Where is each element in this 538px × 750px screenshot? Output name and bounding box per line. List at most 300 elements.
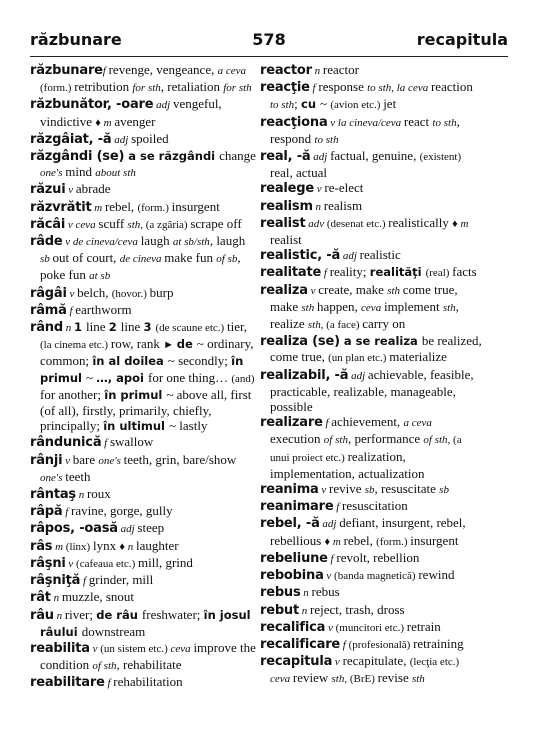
phrase: 1 [73, 320, 86, 335]
headword: realistic, -ă [260, 248, 341, 264]
usage-note: of sth [323, 434, 348, 447]
grammar-label: f [340, 638, 349, 651]
headword: rât [30, 590, 51, 606]
context-label: (form.) [376, 535, 411, 548]
dictionary-entry [260, 282, 482, 334]
usage-note: of sth [92, 660, 117, 673]
translation-text: retraining [413, 635, 464, 651]
context-label: (existent) [419, 151, 462, 164]
context-label: , (a unui proiect etc.) [270, 434, 462, 464]
headword: realizabil, -ă [260, 367, 349, 383]
phrase: …, apoi [96, 370, 148, 385]
grammar-label: n [299, 604, 311, 617]
headword: real, -ă [260, 149, 311, 165]
phrase: în josul râului [40, 607, 251, 639]
dictionary-entry [30, 96, 256, 130]
grammar-label: v [66, 287, 78, 300]
translation-text: revenge, vengeance, [108, 62, 218, 77]
dictionary-entry [30, 285, 256, 302]
translation-text: achievement, [331, 414, 404, 430]
grammar-label: v [314, 183, 325, 196]
headword: răzbunare [30, 63, 103, 78]
headword: rebut [260, 602, 300, 618]
translation-text: insurgent [410, 532, 459, 548]
dictionary-entry [30, 434, 256, 451]
translation-text: resuscitation [342, 498, 408, 514]
marker-symbol: ♦ [119, 540, 128, 553]
dictionary-entry [30, 319, 256, 434]
grammar-label: f [66, 304, 76, 317]
context-label: (form.) [40, 82, 75, 95]
translation-text: response [318, 79, 368, 95]
headword: recapitula [260, 654, 333, 670]
usage-note: one's [40, 167, 66, 180]
translation-text: review [292, 670, 332, 686]
translation-text: come true, make [270, 281, 458, 314]
dictionary-entry [30, 62, 256, 96]
translation-text: abrade [75, 181, 111, 197]
translation-text: revive [329, 481, 365, 497]
dictionary-entry [30, 555, 256, 572]
translation-text: improve the condition [40, 639, 256, 673]
translation-text: scuff [98, 215, 128, 231]
translation-text: reactor [322, 62, 359, 77]
grammar-label: v [307, 284, 319, 297]
translation-text: roux [86, 486, 111, 502]
translation-text: jet [383, 96, 397, 112]
grammar-label: v [323, 570, 335, 583]
dictionary-entry [260, 79, 482, 113]
translation-text: muzzle, snout [61, 589, 135, 605]
dictionary-entry [260, 414, 482, 481]
phrase: 2 [108, 320, 121, 335]
translation-text: implement [383, 298, 443, 314]
translation-text: spoiled [131, 130, 169, 146]
usage-note: at sb/sth [172, 236, 210, 249]
grammar-label: n [62, 322, 74, 335]
grammar-label: adj [111, 133, 132, 146]
grammar-label: v [62, 454, 73, 467]
translation-text: out of court, [52, 250, 120, 266]
headword: reabilitare [30, 675, 105, 691]
translation-text: react [403, 113, 433, 129]
usage-note: to sth, la ceva [367, 82, 431, 95]
marker-symbol: ► [163, 339, 177, 352]
translation-text: ~ secondly; [167, 353, 232, 369]
dictionary-entry [30, 640, 256, 674]
translation-text: steep [137, 520, 165, 536]
translation-text: realist [270, 232, 302, 248]
translation-text: revise [377, 670, 412, 686]
translation-text: insurgent [171, 198, 220, 214]
translation-text: rebus [311, 584, 340, 600]
translation-text: vengeful, vindictive [40, 96, 222, 129]
grammar-label: adj [153, 99, 173, 112]
usage-note: of sb [216, 253, 238, 266]
usage-note: sth [301, 301, 317, 314]
grammar-label: f [309, 82, 319, 95]
headword: realiza [260, 282, 308, 298]
usage-note: ceva [170, 642, 194, 655]
dictionary-entry [260, 584, 482, 601]
translation-text: recapitulate, [342, 653, 410, 669]
dictionary-entry [30, 589, 256, 606]
translation-text: river; [64, 606, 97, 622]
grammar-label: m [460, 217, 469, 230]
translation-text: execution [270, 431, 324, 447]
translation-text: ~ ordinary, common; [40, 336, 254, 369]
context-label: (la cinema etc.) [40, 339, 111, 352]
headword: rebus [260, 585, 301, 601]
context-label: (muncitori etc.) [335, 621, 407, 634]
usage-note: of sth [423, 434, 448, 447]
usage-note: sth [307, 319, 321, 332]
usage-note: ceva [361, 301, 384, 314]
context-label: (un plan etc.) [328, 352, 390, 365]
translation-text: , rehabilitate [116, 657, 182, 673]
translation-text: ravine, gorge, gully [71, 503, 173, 519]
translation-text: create, make [318, 281, 388, 297]
translation-text: swallow [109, 434, 154, 450]
context-label: (hovor.) [111, 287, 150, 300]
grammar-label: v [65, 184, 76, 197]
dictionary-entry [260, 602, 482, 619]
dictionary-entry [260, 619, 482, 636]
translation-text: rebel, [343, 532, 377, 548]
translation-text: real, actual [270, 165, 328, 181]
usage-note: a ceva [403, 417, 432, 430]
grammar-label: adj [319, 518, 340, 531]
translation-text: tier, [226, 319, 248, 335]
phrase: 3 [143, 320, 156, 335]
headword: rând [30, 320, 63, 336]
translation-text: teeth, grin, bare/show [123, 451, 237, 467]
context-label: (profesională) [348, 638, 414, 651]
grammar-label: v de cineva/ceva [62, 236, 141, 249]
translation-text: defiant, insurgent, rebel, rebellious [270, 515, 466, 548]
translation-text: rehabilitation [113, 674, 183, 690]
headword: răzgândi (se) [30, 149, 125, 165]
header-first-word: răzbunare [30, 30, 122, 49]
running-header [30, 30, 508, 54]
usage-note: for sth [132, 82, 161, 95]
dictionary-entry [30, 607, 256, 640]
translation-text: , laugh [209, 233, 246, 249]
context-label: , (a zgâria) [140, 218, 191, 231]
grammar-label: m [332, 535, 344, 548]
dictionary-entry [260, 180, 482, 197]
translation-text: scrape off [190, 215, 242, 231]
translation-text: , retaliation [160, 79, 224, 95]
dictionary-entry [30, 216, 256, 233]
translation-text: be realized, come true, [270, 333, 482, 365]
dictionary-entry [260, 515, 482, 549]
phrase: de râu [96, 607, 142, 622]
translation-text: make fun [164, 250, 217, 266]
dictionary-entry [30, 674, 256, 691]
headword: râpos, -oasă [30, 521, 118, 537]
headword: reanima [260, 482, 319, 498]
translation-text: lynx [92, 537, 120, 553]
dictionary-entry [30, 538, 256, 555]
usage-note: for sth [223, 82, 252, 95]
dictionary-entry [260, 636, 482, 653]
translation-text: , realize [270, 298, 459, 332]
headword: răzgâiat, -ă [30, 131, 112, 147]
usage-note: sth [331, 673, 345, 686]
headword: râgâi [30, 285, 67, 301]
context-label: (real) [425, 267, 453, 280]
translation-text: ; [294, 96, 302, 112]
translation-text: ~ [85, 369, 97, 385]
headword: reacţiona [260, 114, 328, 130]
usage-note: one's [98, 454, 124, 467]
dictionary-entry [260, 148, 482, 180]
usage-note: to sth [270, 99, 295, 112]
headword: recalificare [260, 636, 341, 652]
marker-symbol: ♦ [95, 116, 104, 129]
translation-text: happen, [317, 298, 362, 314]
translation-text: reaction [430, 79, 473, 95]
context-label: (cafeaua etc.) [76, 557, 139, 570]
usage-note: de cineva [119, 253, 165, 266]
grammar-label: n [127, 540, 136, 553]
translation-text: earthworm [75, 301, 132, 317]
grammar-label: v [325, 621, 336, 634]
phrase: realităţi [369, 265, 426, 280]
usage-note: sb [439, 484, 449, 497]
headword: râşni [30, 555, 66, 571]
translation-text: burp [149, 284, 174, 300]
dictionary-entry [30, 181, 256, 198]
translation-text: retribution [74, 79, 133, 95]
translation-text: , respond [270, 113, 460, 146]
grammar-label: m [91, 201, 105, 214]
phrase: în ultimul [103, 419, 170, 434]
translation-text: row, rank [110, 336, 164, 352]
headword: răzvrătit [30, 199, 92, 215]
translation-text: revolt, rebellion [336, 549, 420, 565]
translation-text: carry on [362, 316, 406, 332]
usage-note: a ceva [217, 65, 246, 77]
context-label: (de scaune etc.) [155, 322, 227, 335]
dictionary-entry [260, 498, 482, 515]
translation-text: materialize [389, 349, 447, 365]
usage-note: sth [442, 301, 456, 314]
header-rule [30, 56, 508, 57]
headword: râu [30, 607, 54, 623]
headword: răcâi [30, 216, 66, 232]
usage-note: one's [40, 471, 66, 484]
headword: râs [30, 538, 53, 554]
dictionary-entry [30, 199, 256, 216]
grammar-label: n [300, 587, 312, 600]
dictionary-entry [260, 215, 482, 247]
usage-note: sth [411, 673, 425, 686]
dictionary-entry [30, 486, 256, 503]
headword: râpă [30, 504, 63, 520]
grammar-label: v [318, 484, 330, 497]
translation-text: bare [72, 451, 99, 467]
phrase: a se răzgândi [124, 149, 220, 164]
headword: realizare [260, 415, 323, 431]
dictionary-entry [260, 567, 482, 584]
grammar-label: f [102, 65, 109, 77]
translation-text: mill, grind [138, 554, 193, 570]
dictionary-entry [260, 198, 482, 215]
grammar-label: v [89, 642, 101, 655]
header-last-word: recapitula [416, 30, 508, 49]
translation-text: change [219, 148, 256, 164]
grammar-label: v [332, 656, 343, 669]
translation-text: , resuscitate [374, 481, 440, 497]
headword: rântaş [30, 487, 76, 503]
phrase: în al doilea [92, 354, 168, 369]
translation-text: laugh [140, 233, 173, 249]
grammar-label: adj [340, 250, 360, 263]
translation-text: avenger [114, 113, 156, 129]
context-label: (form.) [137, 201, 172, 214]
grammar-label: m [52, 540, 66, 553]
dictionary-entry [30, 503, 256, 520]
dictionary-entry [260, 114, 482, 148]
translation-text: teeth [65, 468, 91, 484]
translation-text: , poke fun [40, 250, 241, 283]
grammar-label: f [327, 552, 337, 565]
dictionary-entry [260, 247, 482, 264]
grammar-label: f [80, 575, 89, 588]
headword: recalifica [260, 619, 326, 635]
headword: reabilita [30, 640, 90, 656]
phrase: a se realiza [339, 334, 422, 349]
grammar-label: n [311, 65, 323, 77]
headword: rebobina [260, 568, 324, 584]
headword: reanimare [260, 499, 334, 515]
left-column [30, 62, 256, 692]
headword: râde [30, 234, 63, 250]
translation-text: facts [452, 264, 477, 280]
usage-note: ceva [270, 673, 293, 686]
translation-text: , performance [347, 431, 424, 447]
translation-text: for another; [40, 386, 105, 402]
translation-text: ~ above all, first (of all), firstly, primarily, chiefly, principally; [40, 386, 252, 434]
translation-text: grinder, mill [88, 572, 154, 588]
translation-text: freshwater; [141, 606, 204, 622]
usage-note: sb [40, 253, 53, 266]
dictionary-entry [30, 520, 256, 537]
dictionary-entry [30, 452, 256, 486]
dictionary-entry [30, 572, 256, 589]
translation-text: line [120, 319, 144, 335]
grammar-label: m [103, 116, 115, 129]
context-label: (desenat etc.) [326, 217, 389, 230]
usage-note: sth [387, 284, 403, 297]
headword: realiza (se) [260, 334, 340, 350]
usage-note: to sth [314, 133, 339, 146]
translation-text: retrain [406, 618, 441, 634]
translation-text: downstream [81, 623, 146, 639]
dictionary-entry [260, 367, 482, 415]
context-label: (avion etc.) [330, 99, 384, 112]
context-label: (un sistem etc.) [100, 642, 171, 655]
grammar-label: v [65, 557, 77, 570]
dictionary-entry [30, 148, 256, 181]
usage-note: about sth [95, 167, 136, 180]
headword: reactor [260, 63, 312, 78]
translation-text: realistic [359, 247, 401, 263]
grammar-label: f [62, 506, 72, 519]
grammar-label: f [322, 417, 332, 430]
dictionary-entry [260, 62, 482, 79]
dictionary-entry [260, 333, 482, 366]
dictionary-entry [260, 264, 482, 281]
page-number: 578 [252, 30, 286, 49]
dictionary-entry [260, 550, 482, 567]
grammar-label: f [101, 437, 110, 450]
translation-text: reject, trash, dross [310, 601, 405, 617]
phrase: de [176, 337, 197, 352]
translation-text: reality; [329, 264, 370, 280]
context-label: (lecţia etc.) [409, 656, 460, 669]
context-label: , (a face) [320, 319, 363, 332]
headword: rebeliune [260, 550, 328, 566]
translation-text: rewind [418, 567, 455, 583]
context-label: (banda magnetică) [334, 570, 419, 583]
grammar-label: n [312, 200, 324, 213]
dictionary-entry [30, 233, 256, 285]
headword: rebel, -ă [260, 516, 320, 532]
usage-note: at sb [89, 270, 111, 283]
grammar-label: f [321, 267, 330, 280]
usage-note: sth [127, 218, 141, 231]
grammar-label: n [50, 592, 62, 605]
translation-text: realism [323, 197, 363, 213]
translation-text: re-elect [324, 180, 364, 196]
headword: realege [260, 181, 314, 197]
translation-text: factual, genuine, [330, 148, 420, 164]
grammar-label: adj [117, 523, 138, 536]
headword: reacţie [260, 80, 310, 96]
translation-text: realistically [388, 214, 453, 230]
grammar-label: n [75, 489, 87, 502]
grammar-label: f [333, 501, 343, 514]
marker-symbol: ♦ [324, 535, 333, 548]
headword: realism [260, 198, 313, 214]
translation-text: mind [65, 164, 96, 180]
translation-text: realization, implementation, actualization [270, 448, 425, 481]
grammar-label: adv [305, 217, 327, 230]
translation-text: ~ lastly [169, 418, 208, 434]
right-column [260, 62, 482, 688]
headword: răzbunător, -oare [30, 97, 154, 113]
translation-text: line [85, 319, 109, 335]
phrase: în primul [104, 387, 167, 402]
dictionary-entry [30, 131, 256, 148]
translation-text: for one thing… [147, 369, 232, 385]
headword: râmă [30, 302, 67, 318]
usage-note: sb [364, 484, 375, 497]
dictionary-entry [260, 653, 482, 687]
translation-text: achievable, feasible, practicable, realizable, manageable, possible [270, 366, 474, 415]
grammar-label: adj [310, 151, 331, 164]
translation-text: laughter [135, 537, 179, 553]
headword: răzui [30, 182, 66, 198]
grammar-label: v ceva [65, 218, 99, 231]
phrase: în primul [40, 354, 244, 385]
headword: rânji [30, 452, 63, 468]
phrase: cu [301, 97, 321, 112]
context-label: (linx) [65, 540, 93, 553]
